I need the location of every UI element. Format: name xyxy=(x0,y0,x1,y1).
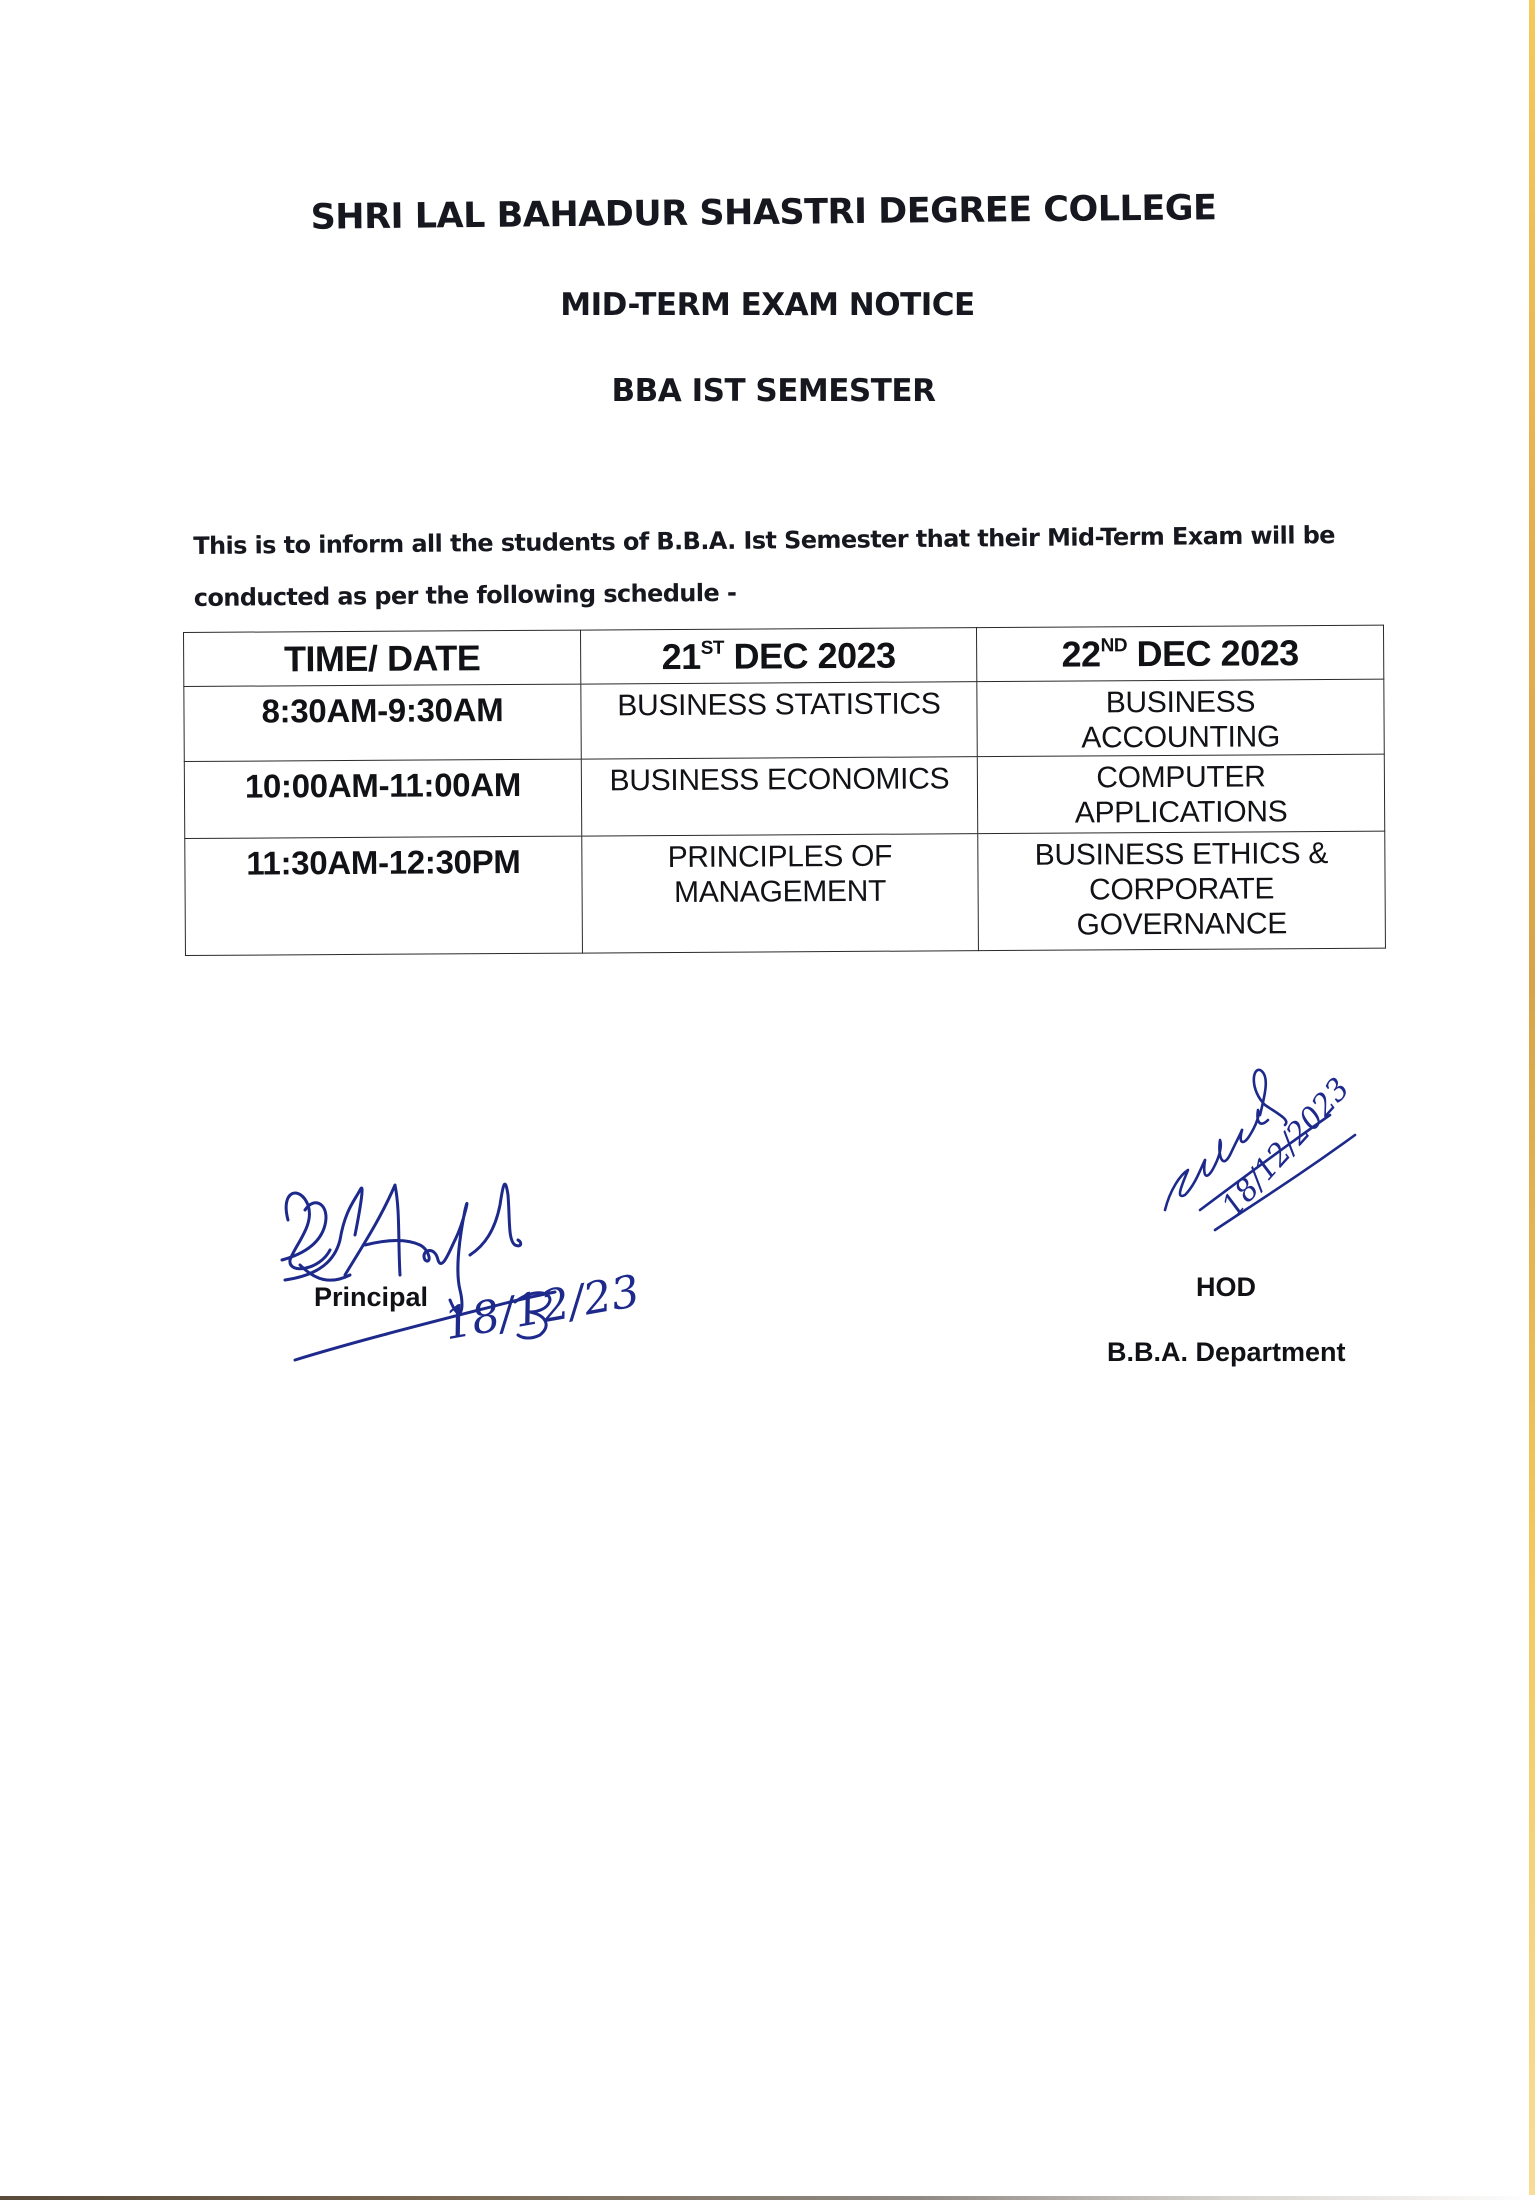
header-time-date: TIME/ DATE xyxy=(184,630,581,686)
table-row xyxy=(185,831,1386,955)
subject-cell-day1: PRINCIPLES OF MANAGEMENT xyxy=(582,834,979,953)
time-slot-cell: 11:30AM-12:30PM xyxy=(185,836,583,955)
subject-cell-day2: BUSINESS ACCOUNTING xyxy=(977,679,1384,756)
header-date-1: 21ST DEC 2023 xyxy=(580,628,976,684)
subject-cell-day1: BUSINESS ECONOMICS xyxy=(581,757,977,836)
time-slot-cell: 8:30AM-9:30AM xyxy=(184,684,581,761)
subject-cell-day2: COMPUTER APPLICATIONS xyxy=(977,754,1384,833)
intro-paragraph: This is to inform all the students of B.B.A. Ist Semester that their Mid-Term Exam will be conducted as per the following schedule - xyxy=(193,521,1336,612)
table-row xyxy=(184,679,1384,761)
table-header-row xyxy=(184,625,1384,686)
principal-signature-icon xyxy=(260,1150,640,1390)
header-date-2: 22ND DEC 2023 xyxy=(976,625,1383,681)
semester-title: BBA IST SEMESTER xyxy=(611,373,936,409)
department-label: B.B.A. Department xyxy=(1107,1337,1346,1367)
principal-signature-date: 18/12/23 xyxy=(440,1265,644,1351)
table-row xyxy=(184,754,1384,838)
subject-cell-day2: BUSINESS ETHICS & CORPORATE GOVERNANCE xyxy=(978,831,1386,950)
hod-label: HOD xyxy=(1196,1272,1256,1302)
paper-edge-right xyxy=(1529,0,1535,2195)
college-name: SHRI LAL BAHADUR SHASTRI DEGREE COLLEGE xyxy=(310,188,1217,238)
principal-label: Principal xyxy=(314,1282,429,1312)
paper-edge-bottom xyxy=(0,2196,1535,2200)
exam-schedule-table xyxy=(183,625,1386,956)
hod-signature-date: 18/12/2023 xyxy=(1215,1071,1357,1224)
notice-title: MID-TERM EXAM NOTICE xyxy=(560,287,975,323)
time-slot-cell: 10:00AM-11:00AM xyxy=(184,759,581,838)
subject-cell-day1: BUSINESS STATISTICS xyxy=(581,682,977,759)
